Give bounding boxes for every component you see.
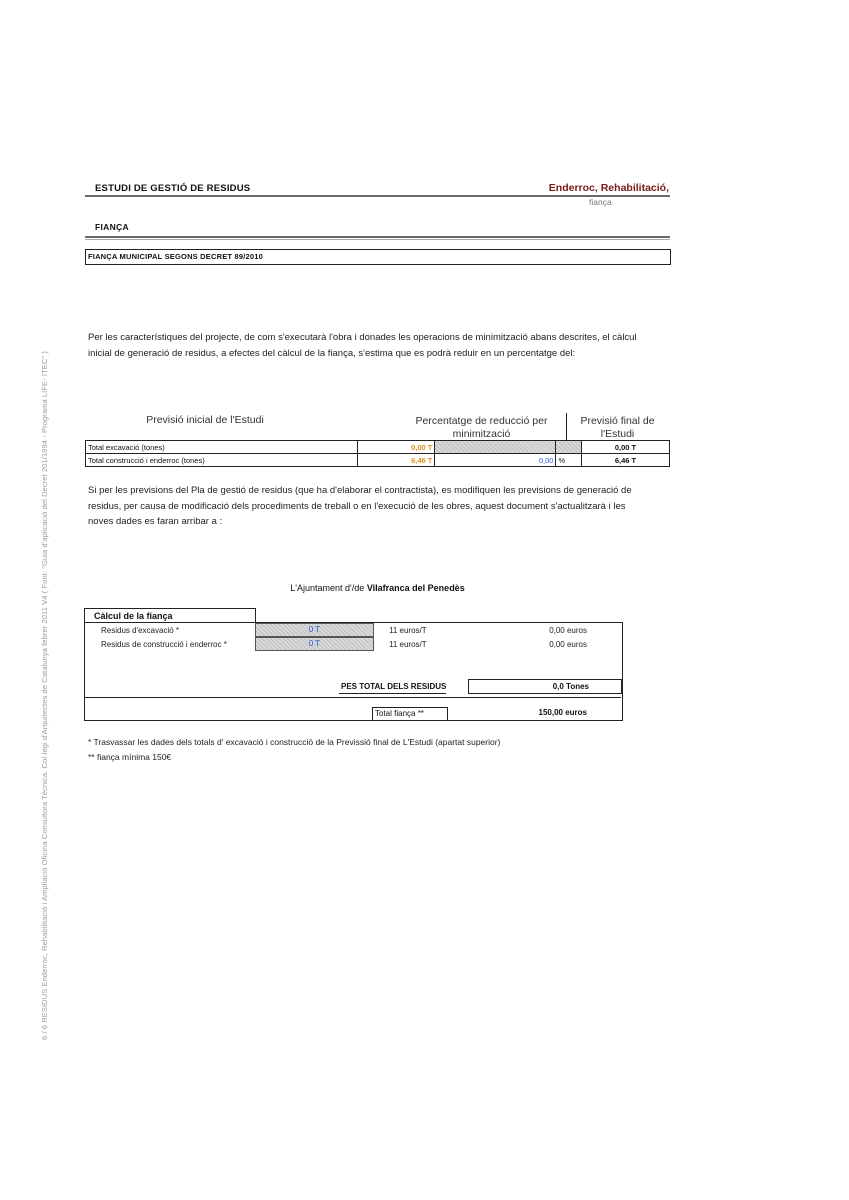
row-label: Total excavació (tones) [86,441,358,454]
table-row [86,454,670,467]
pes-total-label: PES TOTAL DELS RESIDUS [341,682,447,691]
col-header-reduction: Percentatge de reducció per minimització [415,415,548,440]
row-label: Total construcció i enderroc (tones) [86,454,358,467]
calc-rate: 11 euros/T [389,626,427,635]
footnote-1: * Trasvassar les dades dels totals d' excavació i construcció de la Previssió final de L'Estudi (apartat superior) [88,737,501,747]
col-header-divider [566,413,567,440]
intro-paragraph: Per les característiques del projecte, de com s'executarà l'obra i donades les operacions de minimització abans descrites, el càlcul inicial de generació de residus, a efectes del càlcul de la fiança, s'estima que es podrà reduir en un percentatge del: [88,332,637,359]
calc-rate: 11 euros/T [389,640,427,649]
reduction-unit [556,441,582,454]
total-fianca-label: Total fiança ** [372,707,448,721]
section-rule-thin [85,239,670,240]
section-title: FIANÇA [95,222,129,232]
reduction-input[interactable]: 0,00 [435,454,556,467]
calc-row-label: Residus de construcció i enderroc * [101,640,227,649]
calc-amount: 0,00 euros [549,640,587,649]
calc-tons-input[interactable]: 0 T [255,623,374,637]
pes-total-text: 0,0 Tones [552,682,589,691]
calc-amount: 0,00 euros [549,626,587,635]
total-fianca-value: 150,00 euros [538,708,587,717]
table-row [86,441,670,454]
header-rule [85,195,670,197]
final-value: 0,00 T [582,441,670,454]
pes-underline [339,693,446,694]
document-subject: Enderroc, Rehabilitació, [548,182,669,194]
ajuntament-name: Vilafranca del Penedès [366,583,465,593]
initial-value: 6,46 T [357,454,435,467]
document-title: ESTUDI DE GESTIÓ DE RESIDUS [95,183,251,194]
sidebar-footer-text: 6 / 6 RESIDUS Enderroc, Rehabilitació i Ampliació Oficina Consultora Tècnica. Col·legi d'Arquitectes de Catalunya febrer 2011 V4 ( Font: "Guia d'aplicació del Decret 201/1994 - Programa LIFE- ITEC" ) [40,351,49,1040]
col-header-final: Previsió final de l'Estudi [580,415,655,440]
reduction-unit: % [556,454,582,467]
reduction-input[interactable] [435,441,556,454]
estimate-table [85,440,670,467]
col-header-initial: Previsió inicial de l'Estudi [146,414,264,426]
final-value: 6,46 T [582,454,670,467]
section-rule [85,236,670,238]
ajuntament-line [85,583,670,593]
document-subtitle: fiança [589,197,612,207]
initial-value: 0,00 T [357,441,435,454]
calc-tons-input[interactable]: 0 T [255,637,374,651]
second-paragraph: Si per les previsions del Pla de gestió de residus (que ha d'elaborar el contractista), es modifiquen les previsions de generació de residus, per causa de modificació dels procediments de treball o en l'execució de les obres, aquest document s'actualitzarà i les noves dades es faran arribar a : [88,485,632,527]
calc-title: Càlcul de la fiança [94,611,173,621]
calc-row-label: Residus d'excavació * [101,626,180,635]
footnote-2: ** fiança mínima 150€ [88,752,172,762]
fianca-decree-title: FIANÇA MUNICIPAL SEGONS DECRET 89/2010 [85,249,671,265]
pes-total-value [468,679,622,694]
ajuntament-prefix: L'Ajuntament d'/de [290,583,365,593]
calc-divider [84,697,621,698]
